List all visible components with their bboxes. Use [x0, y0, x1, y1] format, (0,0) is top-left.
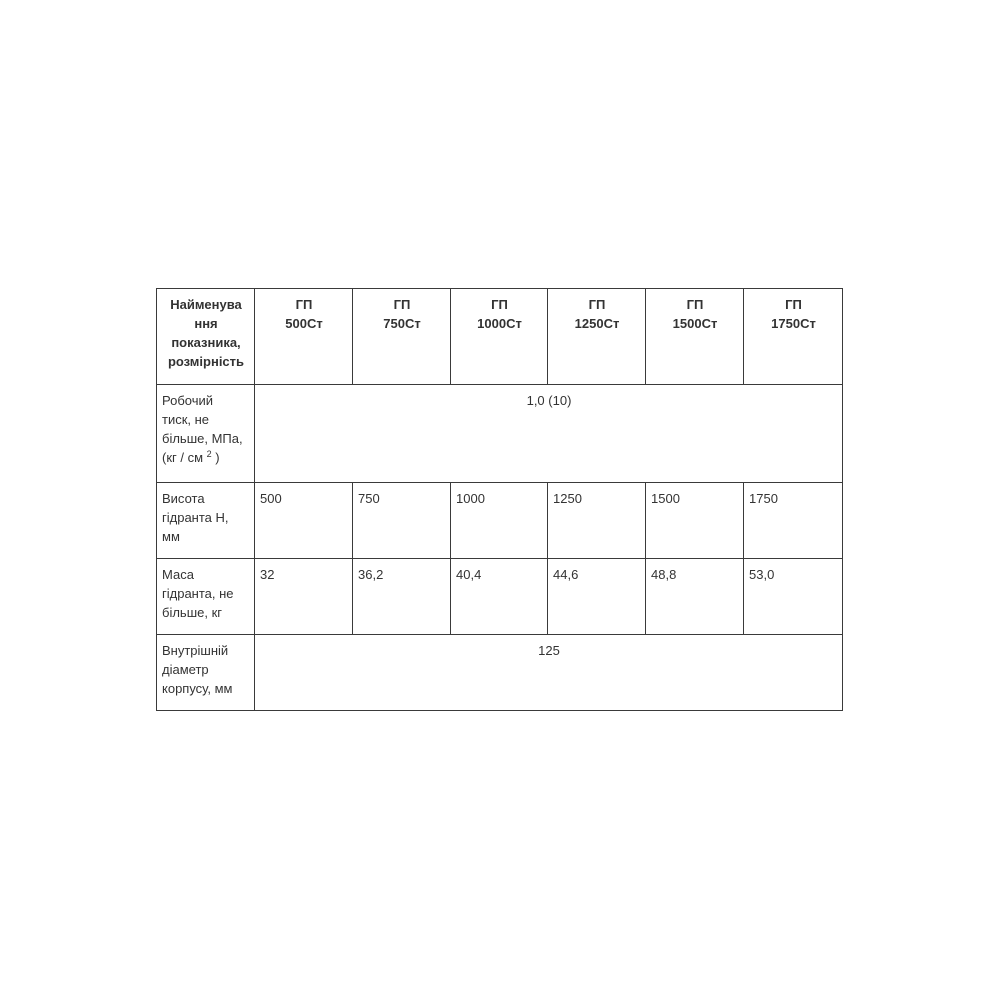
model-prefix: ГП [785, 297, 802, 312]
height-value: 500 [255, 483, 353, 559]
diameter-value: 125 [255, 635, 843, 711]
model-prefix: ГП [393, 297, 411, 312]
model-code: 1250Ст [574, 316, 620, 331]
model-prefix: ГП [491, 297, 508, 312]
height-value: 1000 [451, 483, 548, 559]
model-prefix: ГП [686, 297, 704, 312]
mass-row [157, 559, 843, 635]
height-value: 1250 [548, 483, 646, 559]
mass-value: 48,8 [646, 559, 744, 635]
unit-suffix: ) [211, 450, 220, 465]
label-line: більше, кг [162, 605, 223, 620]
label-line: гідранта Н, [162, 510, 229, 525]
label-line: тиск, не [162, 412, 210, 427]
model-code: 1500Ст [672, 316, 718, 331]
header-model-gp500 [255, 289, 353, 385]
label-line: мм [162, 529, 180, 544]
model-code: 1750Ст [771, 316, 816, 331]
header-parameter-line: показника, [171, 335, 241, 350]
label-line: Внутрішній [162, 643, 229, 658]
label-line: гідранта, не [162, 586, 234, 601]
model-code: 1000Ст [477, 316, 522, 331]
header-parameter-line: Найменува [170, 297, 242, 312]
model-prefix: ГП [588, 297, 606, 312]
diameter-row [157, 635, 843, 711]
unit-prefix: (кг / см [162, 450, 207, 465]
mass-label [157, 559, 255, 635]
height-value: 1500 [646, 483, 744, 559]
label-line: діаметр [162, 662, 209, 677]
header-row [157, 289, 843, 385]
label-line: Робочий [162, 393, 214, 408]
height-row [157, 483, 843, 559]
header-parameter-line: ння [194, 316, 218, 331]
mass-value: 32 [255, 559, 353, 635]
height-value: 1750 [744, 483, 843, 559]
unit-superscript: 2 [206, 449, 212, 459]
mass-value: 40,4 [451, 559, 548, 635]
label-line: корпусу, мм [162, 681, 233, 696]
mass-value: 36,2 [353, 559, 451, 635]
header-model-gp1500 [646, 289, 744, 385]
label-line: Маса [162, 567, 194, 582]
pressure-row [157, 385, 843, 483]
header-model-gp1750 [744, 289, 843, 385]
header-model-gp1000 [451, 289, 548, 385]
header-parameter-line: розмірність [167, 354, 245, 369]
mass-value: 53,0 [744, 559, 843, 635]
label-unit-line [162, 448, 250, 467]
label-line: Висота [162, 491, 205, 506]
header-model-gp750 [353, 289, 451, 385]
pressure-value: 1,0 (10) [255, 385, 843, 483]
spec-table [156, 288, 843, 711]
height-value: 750 [353, 483, 451, 559]
header-model-gp1250 [548, 289, 646, 385]
label-line: більше, МПа, [162, 431, 243, 446]
model-code: 750Ст [383, 316, 421, 331]
model-prefix: ГП [295, 297, 313, 312]
height-label [157, 483, 255, 559]
diameter-label [157, 635, 255, 711]
model-code: 500Ст [285, 316, 323, 331]
header-parameter-name [157, 289, 255, 385]
mass-value: 44,6 [548, 559, 646, 635]
pressure-label [157, 385, 255, 483]
